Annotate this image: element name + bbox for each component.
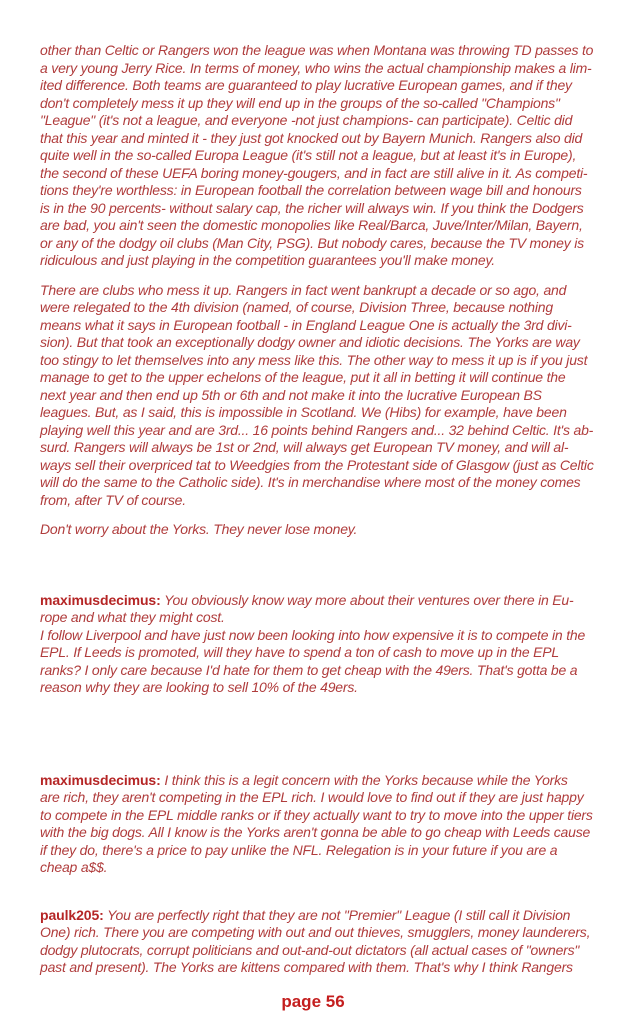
text-line: were relegated to the 4th division (named, of course, Division Three, because nothing [40, 299, 553, 315]
text-line: that this year and minted it - they just got knocked out by Bayern Munich. Rangers also did [40, 129, 583, 146]
text-line: are rich, they aren't competing in the EPL rich. I would love to find out if they are just happy [40, 789, 584, 805]
text-line: dodgy plutocrats, corrupt politicians and out-and-out dictators (all actual cases of "owners" [40, 941, 580, 958]
text-line: manage to get to the upper echelons of the league, put it all in betting it will continue the [40, 369, 566, 385]
text-line: too stingy to let themselves into any mess like this. The other way to mess it up is if you just [40, 351, 588, 368]
body-paragraphs [40, 42, 594, 539]
post-username: maximusdecimus: [40, 771, 161, 788]
text-line: reason why they are looking to sell 10% of the 49ers. [40, 679, 358, 695]
text-line: ridiculous and just playing in the competition guarantees you'll make money. [40, 252, 495, 268]
text-line: surd. Rangers will always be 1st or 2nd, will always get European TV money, and will al- [40, 439, 569, 455]
text-line: playing well this year and are 3rd... 16 points behind Rangers and... 32 behind Celtic. It's ab- [40, 421, 594, 438]
text-line: to compete in the EPL middle ranks or if they actually want to try to move into the upper tiers [40, 806, 593, 823]
text-line: from, after TV of course. [40, 491, 186, 508]
page-footer [40, 993, 586, 1012]
paragraph [40, 521, 586, 539]
page-number: page 56 [281, 991, 345, 1011]
text-line: other than Celtic or Rangers won the league was when Montana was throwing TD passes to [40, 42, 594, 58]
text-line: are bad, you ain't seen the domestic monopolies like Real/Barca, Juve/Inter/Milan, Bayern, [40, 217, 583, 233]
text-line: means what it says in European football - in England League One is actually the 3rd divi- [40, 316, 572, 333]
forum-post [40, 592, 586, 697]
forum-posts [40, 591, 593, 977]
text-line: ranks? I only care because I'd hate for them to get cheap with the 49ers. That's gotta be a [40, 661, 578, 678]
text-line: a very young Jerry Rice. In terms of money, who wins the actual championship makes a lim- [40, 59, 592, 76]
text-line: with the big dogs. All I know is the Yorks aren't gonna be able to go cheap with Leeds cause [40, 824, 591, 840]
text-line: rope and what they might cost. [40, 609, 225, 625]
forum-post [40, 771, 593, 877]
paragraph [40, 42, 594, 270]
text-line: Don't worry about the Yorks. They never lose money. [40, 521, 358, 537]
text-line: maximusdecimus: You obviously know way more about their ventures over there in Eu- [40, 591, 574, 608]
post-username: maximusdecimus: [40, 591, 161, 608]
text-line: tions they're worthless: in European football the correlation between wage bill and honours [40, 182, 582, 198]
text-line: or any of the dodgy oil clubs (Man City, PSG). But nobody cares, because the TV money is [40, 234, 584, 251]
text-line: is in the 90 percents- without salary cap, the richer will always win. If you think the Dodgers [40, 199, 584, 216]
text-line: There are clubs who mess it up. Rangers in fact went bankrupt a decade or so ago, and [40, 281, 567, 298]
text-line: quite well in the so-called Europa League (it's still not a league, but at least it's in Europe), [40, 147, 577, 163]
text-line: ited difference. Both teams are guaranteed to play lucrative European games, and if they [40, 77, 572, 93]
text-line: paulk205: You are perfectly right that they are not "Premier" League (I still call it Division [40, 906, 571, 923]
text-line: ways sell their overpriced tat to Weedgies from the Protestant side of Glasgow (just as Celtic [40, 456, 594, 473]
text-line: past and present). The Yorks are kittens compared with them. That's why I think Rangers [40, 959, 573, 975]
text-line: don't completely mess it up they will end up in the groups of the so-called "Champions" [40, 94, 560, 111]
text-line: if they do, there's a price to pay unlike the NFL. Relegation is in your future if you are a [40, 841, 558, 858]
text-line: maximusdecimus: I think this is a legit concern with the Yorks because while the Yorks [40, 771, 568, 788]
text-line: will do the same to the Catholic side). It's in merchandise where most of the money comes [40, 474, 581, 490]
paragraph [40, 281, 594, 510]
text-line: EPL. If Leeds is promoted, will they have to spend a ton of cash to move up in the EPL [40, 644, 560, 660]
text-line: I follow Liverpool and have just now been looking into how expensive it is to compete in the [40, 626, 586, 643]
text-line: cheap a$$. [40, 859, 108, 875]
post-username: paulk205: [40, 906, 104, 923]
text-line: sion). But that took an exceptionally dodgy owner and idiotic decisions. The Yorks are way [40, 334, 580, 350]
text-line: the second of these UEFA boring money-gougers, and in fact are still alive in it. As competi- [40, 164, 588, 181]
text-line: next year and then end up 5th or 6th and not make it into the lucrative European BS [40, 386, 542, 403]
text-line: "League" (it's not a league, and everyone -not just champions- can participate). Celtic did [40, 112, 573, 128]
text-line: leagues. But, as I said, this is impossible in Scotland. We (Hibs) for example, have been [40, 404, 567, 420]
text-line: One) rich. There you are competing with out and out thieves, smugglers, money launderers, [40, 924, 591, 940]
forum-post [40, 906, 591, 977]
